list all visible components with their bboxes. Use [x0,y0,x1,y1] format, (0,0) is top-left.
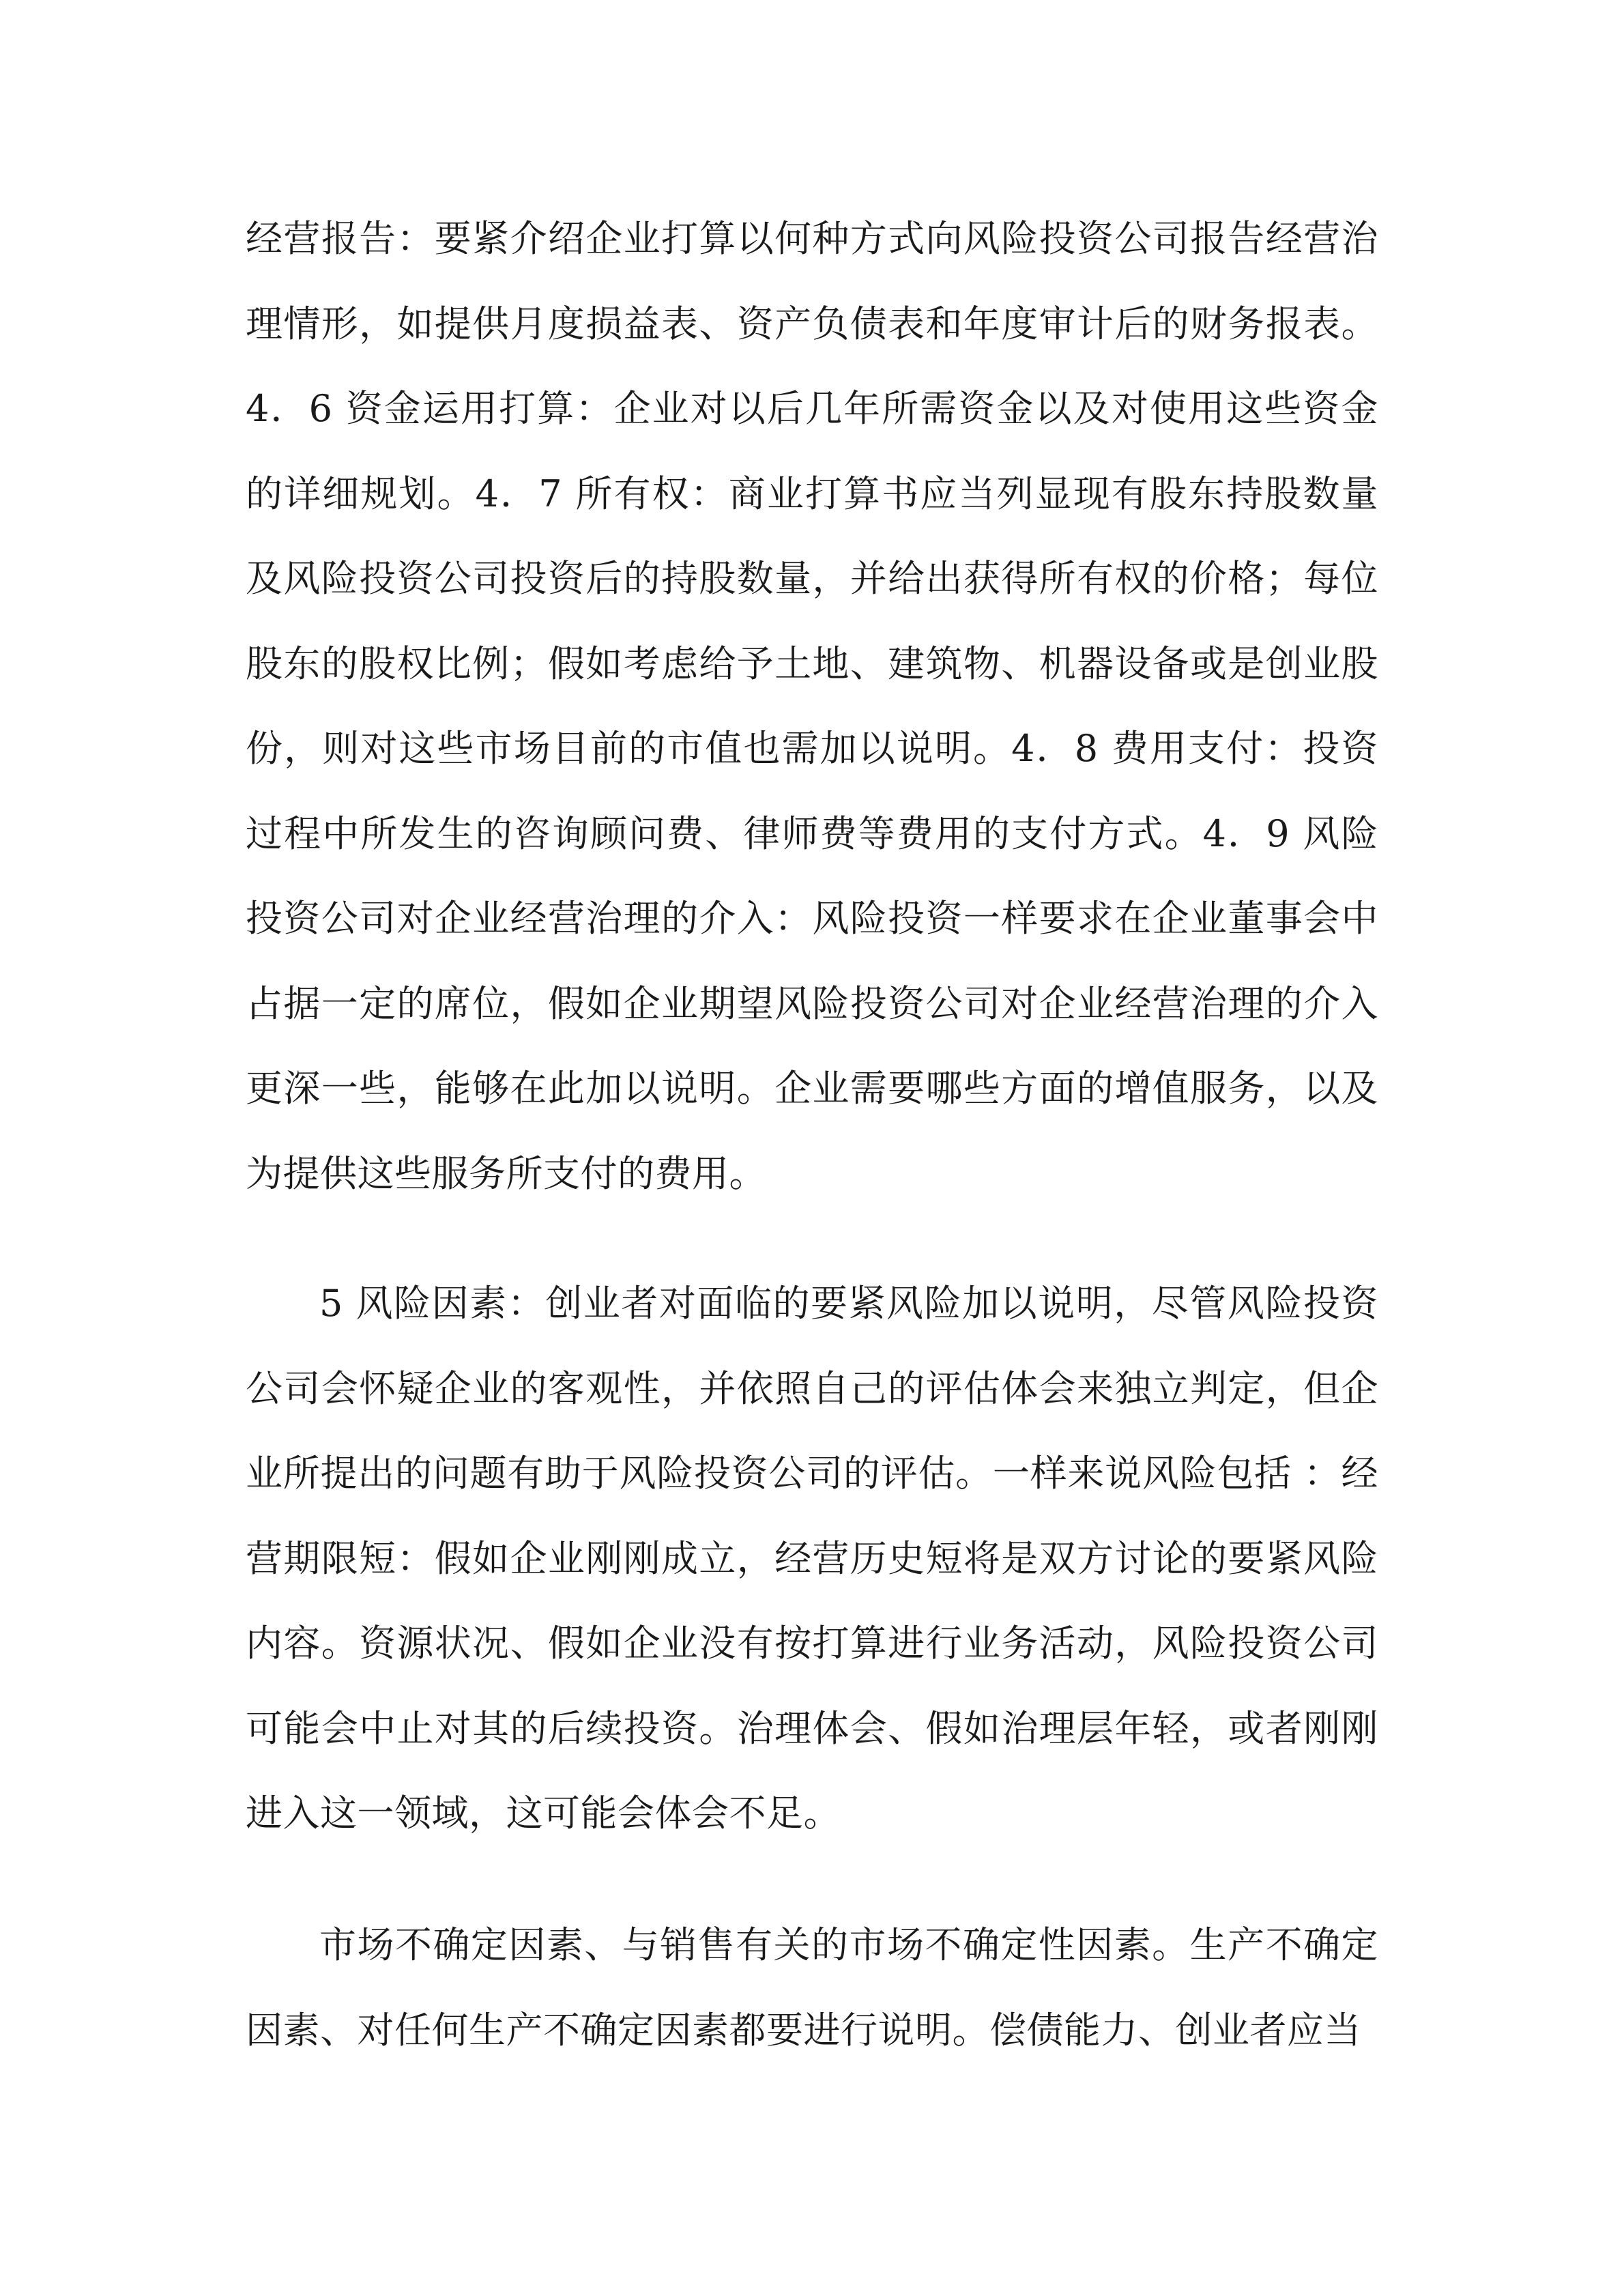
body-paragraph-1: 经营报告：要紧介绍企业打算以何种方式向风险投资公司报告经营治理情形，如提供月度损益表、资产负债表和年度审计后的财务报表。4．6 资金运用打算：企业对以后几年所需资金以及对使用这些资金的详细规划。4．7 所有权：商业打算书应当列显现有股东持股数量及风险投资公司投资后的持股数量，并给出获得所有权的价格；每位股东的股权比例；假如考虑给予土地、建筑物、机器设备或是创业股份，则对这些市场目前的市值也需加以说明。4．8 费用支付：投资过程中所发生的咨询顾问费、律师费等费用的支付方式。4．9 风险投资公司对企业经营治理的介入：风险投资一样要求在企业董事会中占据一定的席位，假如企业期望风险投资公司对企业经营治理的介入更深一些，能够在此加以说明。企业需要哪些方面的增值服务，以及为提供这些服务所支付的费用。 [246,217,1378,1195]
body-paragraph-3: 市场不确定因素、与销售有关的市场不确定性因素。生产不确定因素、对任何生产不确定因素都要进行说明。偿债能力、创业者应当 [246,1923,1378,2052]
body-paragraph-2: 5 风险因素：创业者对面临的要紧风险加以说明，尽管风险投资公司会怀疑企业的客观性，并依照自己的评估体会来独立判定，但企业所提出的问题有助于风险投资公司的评估。一样来说风险包括 ：经营期限短：假如企业刚刚成立，经营历史短将是双方讨论的要紧风险内容。资源状况、假如企业没有按打算进行业务活动，风险投资公司可能会中止对其的后续投资。治理体会、假如治理层年轻，或者刚刚进入这一领域，这可能会体会不足。 [246,1282,1378,1835]
